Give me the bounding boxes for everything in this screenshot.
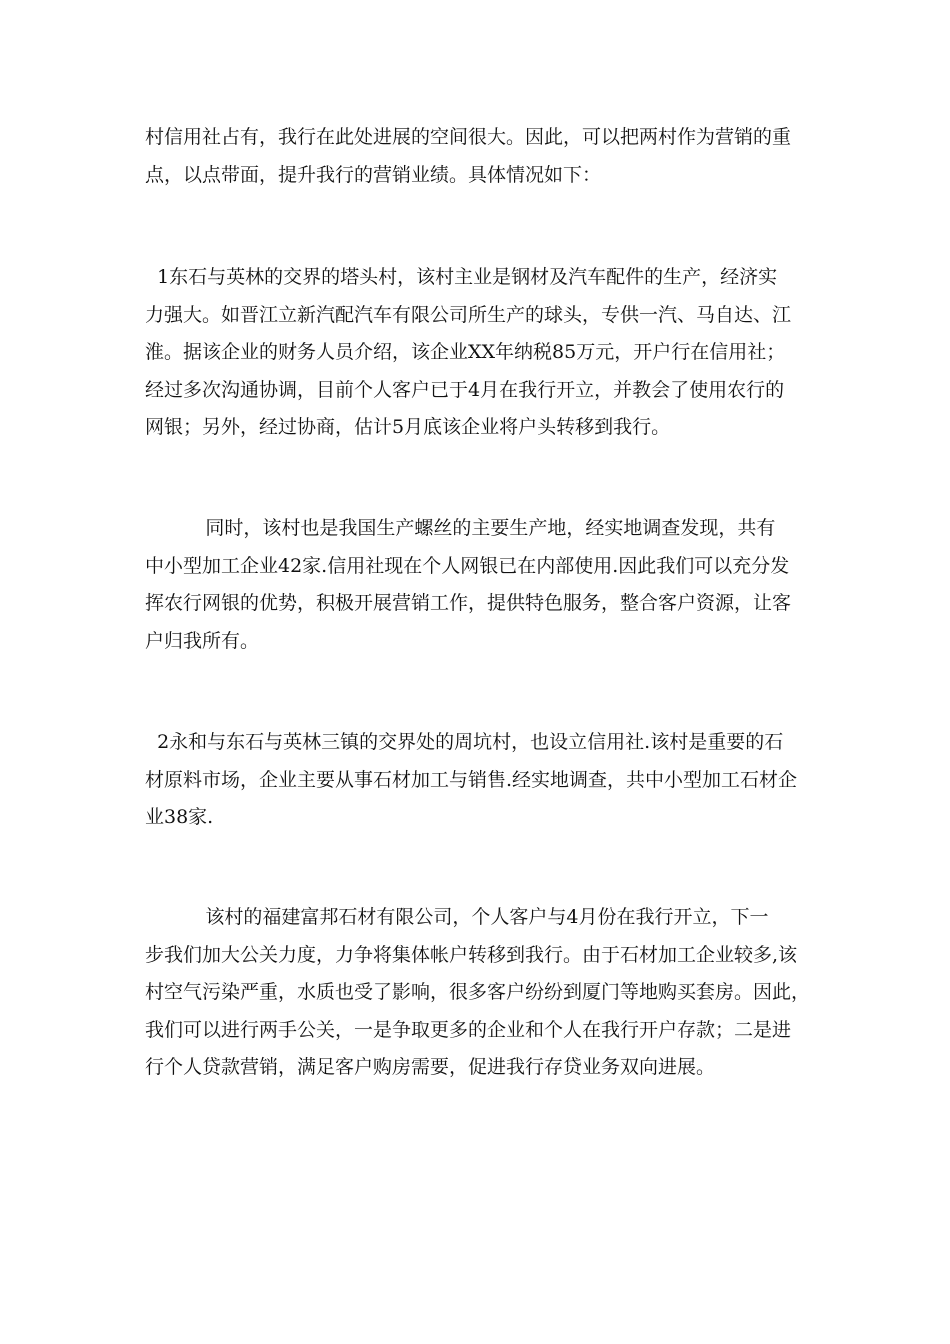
text-line: 村空气污染严重，水质也受了影响，很多客户纷纷到厦门等地购买套房。因此， [145,981,811,1003]
text-line: 步我们加大公关力度，力争将集体帐户转移到我行。由于石材加工企业较多,该 [145,943,798,966]
paragraph-item-1-cont [145,510,805,660]
paragraph-item-2 [145,724,805,837]
text-line: 材原料市场，企业主要从事石材加工与销售.经实地调查，共中小型加工石材企 [145,768,798,791]
text-line: 同时，该村也是我国生产螺丝的主要生产地，经实地调查发现，共有 [145,517,776,539]
text-line: 行个人贷款营销，满足客户购房需要，促进我行存贷业务双向进展。 [145,1056,716,1078]
paragraph-item-1 [145,259,805,447]
paragraph-intro [145,119,805,194]
text-line: 挥农行网银的优势，积极开展营销工作，提供特色服务，整合客户资源，让客 [145,592,792,614]
paragraph-item-2-cont [145,899,811,1087]
text-line: 点，以点带面，提升我行的营销业绩。具体情况如下： [145,163,602,186]
text-line: 我们可以进行两手公关，一是争取更多的企业和个人在我行开户存款；二是进 [145,1018,792,1041]
text-line: 业38家. [145,806,214,828]
text-line: 经过多次沟通协调，目前个人客户已于4月在我行开立，并教会了使用农行的 [145,378,785,401]
text-line: 村信用社占有，我行在此处进展的空间很大。因此，可以把两村作为营销的重 [145,126,792,148]
text-line: 1东石与英林的交界的塔头村，该村主业是钢材及汽车配件的生产，经济实 [145,266,778,288]
text-line: 2永和与东石与英林三镇的交界处的周坑村，也设立信用社.该村是重要的石 [145,731,784,753]
text-line: 淮。据该企业的财务人员介绍，该企业XX年纳税85万元，开户行在信用社； [145,341,786,363]
text-line: 中小型加工企业42家.信用社现在个人网银已在内部使用.因此我们可以充分发 [145,554,790,577]
text-line: 该村的福建富邦石材有限公司，个人客户与4月份在我行开立，下一 [145,906,769,928]
text-line: 户归我所有。 [145,629,260,652]
text-line: 网银；另外，经过协商，估计5月底该企业将户头转移到我行。 [145,416,671,438]
text-line: 力强大。如晋江立新汽配汽车有限公司所生产的球头，专供一汽、马自达、江 [145,303,792,326]
